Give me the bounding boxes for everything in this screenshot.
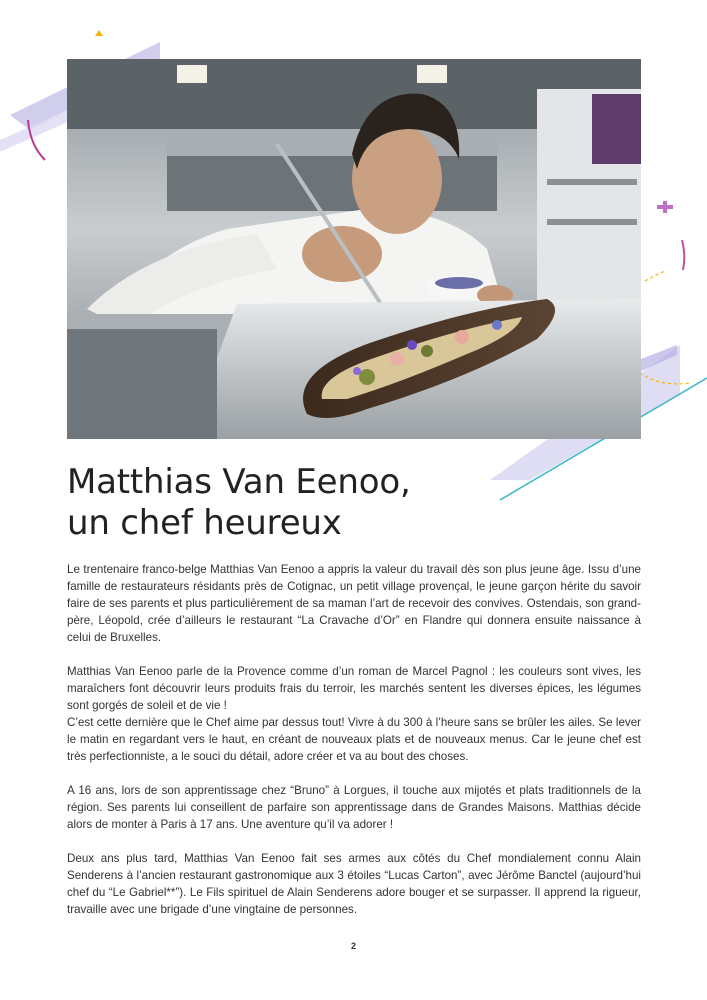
article-body xyxy=(67,561,641,935)
paragraph-3: C’est cette dernière que le Chef aime par dessus tout! Vivre à du 300 à l’heure sans se brûler les ailes. Se lever le matin en regardant vers le haut, en créant de nouveaux plats et de nouveaux menus. Car le jeune chef est très perfectionniste, a le souci du détail, adore créer et va au bout des choses. xyxy=(67,716,641,763)
paragraph-1: Le trentenaire franco-belge Matthias Van Eenoo a appris la valeur du travail dès son plus jeune âge. Issu d’une famille de restaurateurs résidants près de Cotignac, un petit village provençal, le jeune garçon hérite du savoir faire de ses parents et plus particulièrement de sa maman l’art de recevoir des convives. Ostendais, son grand-père, Léopold, crée d’ailleurs le restaurant “La Cravache d’Or” en Flandre qui donnera ensuite naissance à celui de Bruxelles. xyxy=(67,563,641,644)
paragraph-2: Matthias Van Eenoo parle de la Provence comme d’un roman de Marcel Pagnol : les couleurs sont vives, les maraîchers font découvrir leurs produits frais du terroir, les marchés sentent les diverses épices, les légumes sont gorgés de soleil et de vie ! xyxy=(67,665,641,712)
chef-photo xyxy=(67,59,641,439)
article-title-line-1: Matthias Van Eenoo, xyxy=(67,462,411,502)
paragraph-4: A 16 ans, lors de son apprentissage chez “Bruno” à Lorgues, il touche aux mijotés et plats traditionnels de la région. Ses parents lui conseillent de parfaire son apprentissage dans de Grandes Maisons. Matthias décide alors de monter à Paris à 17 ans. Une aventure qu’il va adorer ! xyxy=(67,784,641,831)
paragraph-5: Deux ans plus tard, Matthias Van Eenoo fait ses armes aux côtés du Chef mondialement connu Alain Senderens à l’ancien restaurant gastronomique aux 3 étoiles “Lucas Carton”, avec Jérôme Banctel (aujourd’hui chef du “Le Gabriel**”). Le Fils spirituel de Alain Senderens adore bouger et se surpasser. Il apprend la rigueur, travaille avec une brigade d’une vingtaine de personnes. xyxy=(67,852,641,916)
article-title-line-2: un chef heureux xyxy=(67,503,342,543)
article-title xyxy=(67,462,587,544)
page-number: 2 xyxy=(350,941,356,951)
